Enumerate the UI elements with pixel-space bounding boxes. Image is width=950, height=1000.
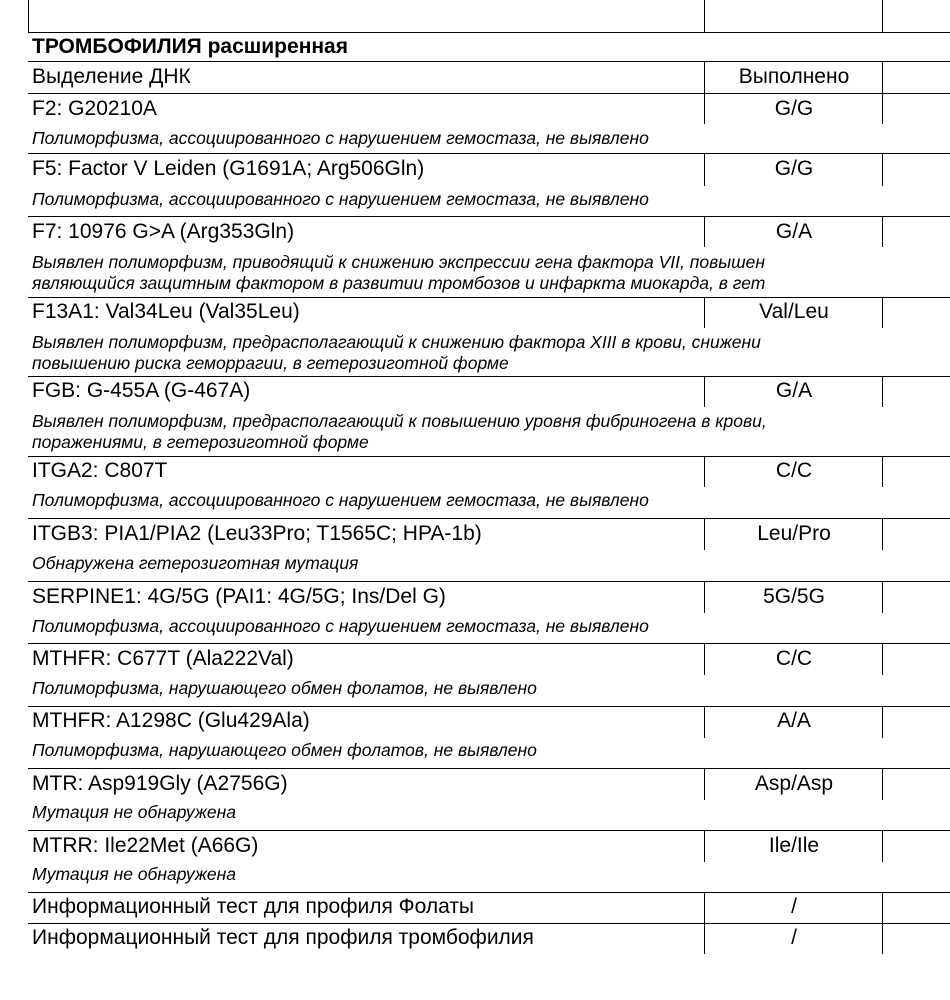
- table-border: [704, 519, 705, 550]
- test-result: Asp/Asp: [754, 772, 834, 795]
- table-border: [28, 93, 950, 94]
- test-name: Информационный тест для профиля Фолаты: [32, 895, 475, 918]
- table-border: [882, 62, 883, 93]
- test-name: FGB: G-455A (G-467A): [32, 379, 251, 402]
- test-result: A/A: [777, 709, 811, 732]
- table-border: [704, 377, 705, 407]
- table-border: [28, 61, 950, 62]
- test-name: MTRR: Ile22Met (A66G): [32, 834, 259, 857]
- test-interpretation: Мутация не обнаружена: [32, 864, 236, 884]
- test-name: MTR: Asp919Gly (A2756G): [32, 772, 288, 795]
- table-border: [882, 0, 883, 32]
- table-border: [28, 923, 950, 924]
- test-name: F5: Factor V Leiden (G1691A; Arg506Gln): [32, 157, 425, 180]
- test-name: F7: 10976 G>A (Arg353Gln): [32, 220, 295, 243]
- table-border: [882, 707, 883, 738]
- test-name: F13A1: Val34Leu (Val35Leu): [32, 300, 300, 323]
- test-name: MTHFR: C677T (Ala222Val): [32, 647, 294, 670]
- table-border: [704, 582, 705, 613]
- test-result: G/A: [775, 379, 813, 402]
- table-border: [28, 32, 950, 33]
- table-border: [882, 519, 883, 550]
- table-border: [882, 217, 883, 247]
- table-border: [28, 892, 950, 893]
- section-title: ТРОМБОФИЛИЯ расширенная: [32, 35, 348, 58]
- table-border: [704, 457, 705, 487]
- table-border: [882, 582, 883, 613]
- test-result: C/C: [775, 459, 813, 482]
- table-border: [704, 217, 705, 247]
- table-border: [882, 154, 883, 186]
- table-border: [704, 62, 705, 93]
- table-border: [28, 518, 950, 519]
- test-result: Val/Leu: [759, 300, 829, 323]
- table-border: [704, 831, 705, 862]
- table-border: [28, 706, 950, 707]
- table-border: [882, 924, 883, 954]
- table-border: [704, 94, 705, 124]
- table-border: [28, 581, 950, 582]
- test-name: F2: G20210A: [32, 97, 157, 120]
- table-border: [882, 298, 883, 328]
- test-name: Выделение ДНК: [32, 65, 191, 88]
- table-border: [28, 643, 950, 644]
- test-name: SERPINE1: 4G/5G (PAI1: 4G/5G; Ins/Del G): [32, 585, 446, 608]
- table-border: [882, 377, 883, 407]
- table-border: [882, 893, 883, 923]
- table-border: [28, 297, 950, 298]
- table-border: [882, 831, 883, 862]
- table-border: [28, 830, 950, 831]
- table-border: [882, 457, 883, 487]
- test-result: /: [791, 926, 797, 949]
- test-result: Leu/Pro: [757, 522, 831, 545]
- table-border: [704, 707, 705, 738]
- test-interpretation: Обнаружена гетерозиготная мутация: [32, 553, 359, 573]
- test-interpretation: Полиморфизма, ассоциированного с нарушением гемостаза, не выявлено: [32, 616, 649, 636]
- test-interpretation: Полиморфизма, нарушающего обмен фолатов, не выявлено: [32, 740, 537, 760]
- test-interpretation: Выявлен полиморфизм, приводящий к снижению экспрессии гена фактора VII, повышен являющийся защитным фактором в развитии тромбозов и инфаркта миокарда, в гет: [32, 252, 766, 293]
- test-name: ITGA2: C807T: [32, 459, 168, 482]
- table-border: [704, 924, 705, 954]
- table-border: [704, 769, 705, 800]
- test-interpretation: Полиморфизма, ассоциированного с нарушением гемостаза, не выявлено: [32, 128, 649, 148]
- test-name: ITGB3: PIA1/PIA2 (Leu33Pro; T1565C; HPA-1b): [32, 522, 482, 545]
- table-border: [704, 893, 705, 923]
- test-result: Ile/Ile: [768, 834, 820, 857]
- table-border: [28, 153, 950, 154]
- test-interpretation: Выявлен полиморфизм, предрасполагающий к повышению уровня фибриногена в крови, поражениями, в гетерозиготной форме: [32, 411, 767, 452]
- test-interpretation: Полиморфизма, ассоциированного с нарушением гемостаза, не выявлено: [32, 189, 649, 209]
- table-border: [882, 644, 883, 675]
- table-border: [704, 298, 705, 328]
- table-border: [28, 376, 950, 377]
- test-name: MTHFR: A1298C (Glu429Ala): [32, 709, 310, 732]
- table-border: [882, 769, 883, 800]
- test-interpretation: Полиморфизма, нарушающего обмен фолатов, не выявлено: [32, 678, 537, 698]
- test-result: 5G/5G: [763, 585, 825, 608]
- test-result: G/G: [774, 157, 814, 180]
- test-interpretation: Выявлен полиморфизм, предрасполагающий к снижению фактора XIII в крови, снижени повышению риска геморрагии, в гетерозиготной форме: [32, 332, 761, 373]
- test-result: G/G: [774, 97, 814, 120]
- test-result: G/A: [775, 220, 813, 243]
- test-interpretation: Полиморфизма, ассоциированного с нарушением гемостаза, не выявлено: [32, 490, 649, 510]
- table-border: [704, 0, 705, 32]
- table-border: [704, 644, 705, 675]
- test-interpretation: Мутация не обнаружена: [32, 802, 236, 822]
- test-result: /: [791, 895, 797, 918]
- table-border: [28, 768, 950, 769]
- test-result: C/C: [775, 647, 813, 670]
- table-border: [28, 216, 950, 217]
- table-border: [704, 154, 705, 186]
- table-border: [28, 0, 29, 32]
- test-result: Выполнено: [738, 65, 850, 88]
- table-border: [28, 456, 950, 457]
- table-border: [882, 94, 883, 124]
- test-name: Информационный тест для профиля тромбофилия: [32, 926, 534, 949]
